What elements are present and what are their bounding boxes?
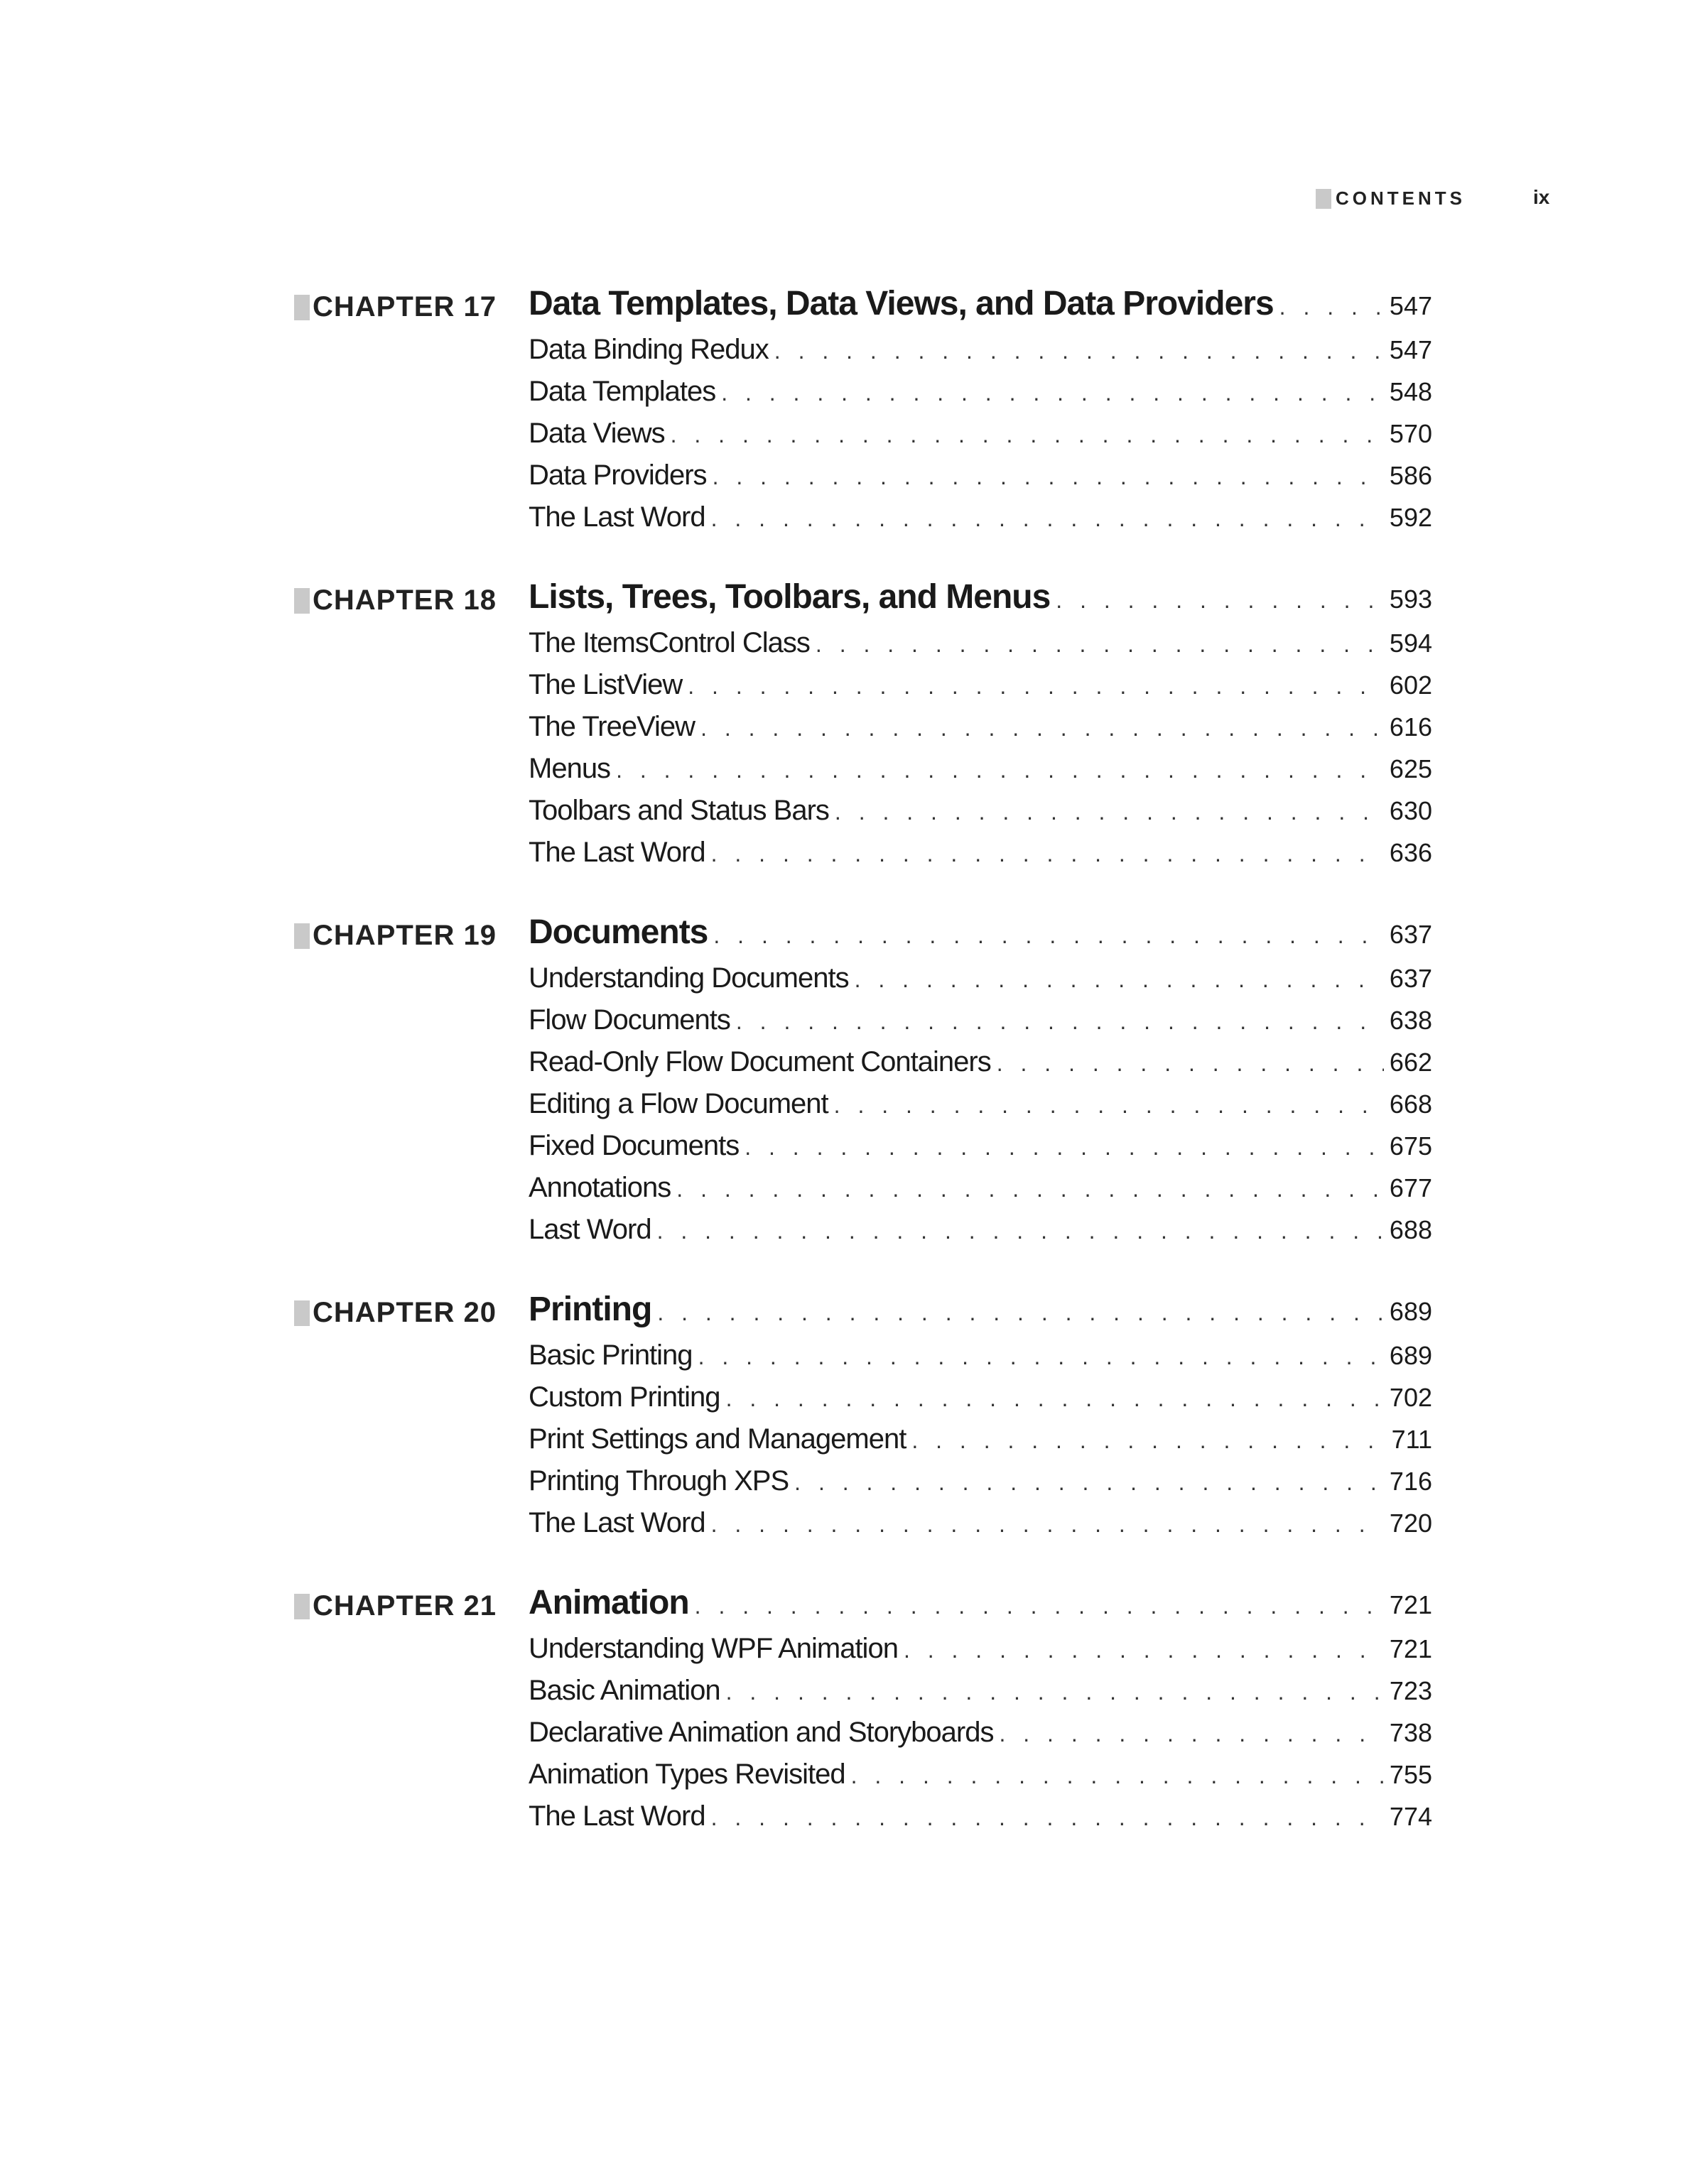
- section-entry[interactable]: [529, 1507, 1432, 1549]
- dot-leader: [688, 673, 1384, 700]
- running-head-text: CONTENTS: [1336, 188, 1466, 209]
- section-page-number: 675: [1389, 1131, 1432, 1161]
- section-title: Understanding WPF Animation: [529, 1633, 898, 1664]
- section-entry[interactable]: [529, 711, 1432, 753]
- chapter-block: [0, 913, 1705, 1256]
- section-page-number: 602: [1389, 670, 1432, 700]
- section-page-number: 638: [1389, 1006, 1432, 1035]
- section-entry[interactable]: [529, 460, 1432, 501]
- section-title: The ItemsControl Class: [529, 627, 810, 658]
- dot-leader: [834, 1092, 1384, 1119]
- section-title: Basic Animation: [529, 1675, 720, 1706]
- table-of-contents: [0, 284, 1705, 1876]
- section-page-number: 637: [1389, 964, 1432, 993]
- section-entry[interactable]: [529, 1633, 1432, 1675]
- chapter-label: [294, 585, 497, 616]
- chapter-title-row[interactable]: [529, 284, 1432, 334]
- dot-leader: [713, 464, 1384, 490]
- dot-leader: [835, 799, 1384, 825]
- dot-leader: [1056, 587, 1384, 614]
- chapter-title-row[interactable]: [529, 1583, 1432, 1633]
- page-number: ix: [1533, 186, 1550, 208]
- section-title: Declarative Animation and Storyboards: [529, 1717, 994, 1748]
- section-page-number: 688: [1389, 1215, 1432, 1244]
- section-entry[interactable]: [529, 1759, 1432, 1800]
- chapter-label-text: CHAPTER 21: [313, 1590, 497, 1621]
- section-title: Read-Only Flow Document Containers: [529, 1046, 991, 1077]
- chapter-title-row[interactable]: [529, 913, 1432, 962]
- section-entry[interactable]: [529, 962, 1432, 1004]
- section-page-number: 592: [1389, 503, 1432, 532]
- dot-leader: [726, 1386, 1384, 1412]
- section-page-number: 774: [1389, 1802, 1432, 1831]
- dot-leader: [999, 1721, 1383, 1747]
- dot-leader: [711, 841, 1384, 867]
- section-entry[interactable]: [529, 418, 1432, 460]
- section-page-number: 668: [1389, 1090, 1432, 1119]
- dot-leader: [1279, 294, 1384, 320]
- section-page-number: 755: [1389, 1760, 1432, 1789]
- chapter-label: [294, 920, 497, 952]
- chapter-title-row[interactable]: [529, 1290, 1432, 1340]
- chapter-page-number: 547: [1389, 291, 1432, 320]
- section-title: The ListView: [529, 669, 683, 700]
- section-title: Print Settings and Management: [529, 1423, 906, 1455]
- section-title: Flow Documents: [529, 1004, 730, 1036]
- chapter-page-number: 593: [1389, 585, 1432, 614]
- section-entry[interactable]: [529, 1381, 1432, 1423]
- section-page-number: 594: [1389, 629, 1432, 658]
- section-page-number: 720: [1389, 1509, 1432, 1538]
- square-bullet-icon: [294, 295, 310, 320]
- section-entry[interactable]: [529, 1214, 1432, 1256]
- section-title: Fixed Documents: [529, 1130, 740, 1161]
- dot-leader: [657, 1300, 1384, 1326]
- section-entry[interactable]: [529, 1340, 1432, 1381]
- dot-leader: [736, 1009, 1384, 1035]
- chapter-label: [294, 291, 497, 323]
- section-entry[interactable]: [529, 837, 1432, 879]
- section-entry[interactable]: [529, 501, 1432, 543]
- dot-leader: [855, 967, 1384, 993]
- chapter-title: Lists, Trees, Toolbars, and Menus: [529, 578, 1051, 616]
- chapter-title: Printing: [529, 1291, 652, 1328]
- square-bullet-icon: [294, 588, 310, 614]
- chapter-block: [0, 1583, 1705, 1842]
- running-head: [1316, 188, 1466, 210]
- section-page-number: 586: [1389, 461, 1432, 490]
- section-title: Editing a Flow Document: [529, 1088, 828, 1119]
- section-entry[interactable]: [529, 627, 1432, 669]
- section-page-number: 702: [1389, 1383, 1432, 1412]
- dot-leader: [721, 380, 1384, 406]
- dot-leader: [745, 1134, 1384, 1161]
- chapter-label: [294, 1590, 497, 1622]
- chapter-block: [0, 284, 1705, 543]
- section-page-number: 630: [1389, 796, 1432, 825]
- chapter-title: Documents: [529, 913, 708, 951]
- section-title: Printing Through XPS: [529, 1465, 789, 1496]
- section-page-number: 677: [1389, 1173, 1432, 1202]
- chapter-page-number: 689: [1389, 1297, 1432, 1326]
- section-page-number: 570: [1389, 419, 1432, 448]
- section-title: Data Templates: [529, 376, 716, 407]
- square-bullet-icon: [294, 1300, 310, 1326]
- section-title: The Last Word: [529, 1800, 705, 1832]
- section-title: Menus: [529, 753, 611, 784]
- section-entry[interactable]: [529, 795, 1432, 837]
- square-bullet-icon: [294, 923, 310, 949]
- section-title: Last Word: [529, 1214, 651, 1245]
- section-page-number: 721: [1389, 1634, 1432, 1663]
- dot-leader: [816, 631, 1384, 658]
- section-page-number: 738: [1389, 1718, 1432, 1747]
- section-page-number: 636: [1389, 838, 1432, 867]
- section-entry[interactable]: [529, 1172, 1432, 1214]
- chapter-page-number: 721: [1389, 1590, 1432, 1619]
- dot-leader: [657, 1218, 1384, 1244]
- section-entry[interactable]: [529, 1717, 1432, 1759]
- dot-leader: [713, 923, 1384, 949]
- chapter-title: Data Templates, Data Views, and Data Providers: [529, 285, 1274, 322]
- dot-leader: [695, 1593, 1384, 1619]
- chapter-label-text: CHAPTER 17: [313, 291, 497, 322]
- dot-leader: [698, 1344, 1384, 1370]
- dot-leader: [616, 757, 1384, 783]
- section-title: The TreeView: [529, 711, 695, 742]
- dot-leader: [911, 1428, 1385, 1454]
- section-page-number: 616: [1389, 712, 1432, 741]
- section-title: Data Binding Redux: [529, 334, 769, 365]
- section-entry[interactable]: [529, 1423, 1432, 1465]
- section-entry[interactable]: [529, 669, 1432, 711]
- section-title: Animation Types Revisited: [529, 1759, 845, 1790]
- chapter-block: [0, 577, 1705, 879]
- chapter-label-text: CHAPTER 18: [313, 585, 497, 616]
- dot-leader: [676, 1176, 1384, 1202]
- section-entry[interactable]: [529, 334, 1432, 376]
- section-title: Data Views: [529, 418, 665, 449]
- section-entry[interactable]: [529, 1800, 1432, 1842]
- section-page-number: 723: [1389, 1676, 1432, 1705]
- section-title: Toolbars and Status Bars: [529, 795, 829, 826]
- chapter-block: [0, 1290, 1705, 1549]
- section-entry[interactable]: [529, 1130, 1432, 1172]
- dot-leader: [711, 1805, 1384, 1831]
- section-title: The Last Word: [529, 837, 705, 868]
- section-page-number: 716: [1389, 1467, 1432, 1496]
- section-title: The Last Word: [529, 501, 705, 533]
- section-title: Data Providers: [529, 460, 707, 491]
- section-page-number: 711: [1391, 1425, 1432, 1454]
- section-entry[interactable]: [529, 753, 1432, 795]
- section-entry[interactable]: [529, 376, 1432, 418]
- chapter-title-row[interactable]: [529, 577, 1432, 627]
- section-title: Understanding Documents: [529, 962, 849, 994]
- dot-leader: [711, 1511, 1384, 1538]
- section-entry[interactable]: [529, 1046, 1432, 1088]
- chapter-label-text: CHAPTER 20: [313, 1297, 497, 1328]
- dot-leader: [851, 1763, 1384, 1789]
- chapter-label-text: CHAPTER 19: [313, 920, 497, 951]
- section-page-number: 625: [1389, 754, 1432, 783]
- section-entry[interactable]: [529, 1004, 1432, 1046]
- dot-leader: [726, 1679, 1384, 1705]
- chapter-label: [294, 1297, 497, 1329]
- chapter-title: Animation: [529, 1584, 689, 1621]
- dot-leader: [794, 1469, 1384, 1496]
- section-title: Basic Printing: [529, 1340, 693, 1371]
- square-bullet-icon: [294, 1594, 310, 1619]
- section-title: The Last Word: [529, 1507, 705, 1538]
- dot-leader: [997, 1050, 1384, 1077]
- chapter-page-number: 637: [1389, 920, 1432, 949]
- dot-leader: [774, 338, 1384, 364]
- dot-leader: [711, 506, 1384, 532]
- section-title: Custom Printing: [529, 1381, 720, 1413]
- dot-leader: [700, 715, 1384, 741]
- section-entry[interactable]: [529, 1675, 1432, 1717]
- section-page-number: 689: [1389, 1341, 1432, 1370]
- dot-leader: [904, 1637, 1384, 1663]
- dot-leader: [671, 422, 1384, 448]
- section-entry[interactable]: [529, 1088, 1432, 1130]
- section-page-number: 548: [1389, 377, 1432, 406]
- section-page-number: 547: [1389, 335, 1432, 364]
- section-entry[interactable]: [529, 1465, 1432, 1507]
- section-page-number: 662: [1389, 1048, 1432, 1077]
- square-bullet-icon: [1316, 189, 1331, 209]
- section-title: Annotations: [529, 1172, 671, 1203]
